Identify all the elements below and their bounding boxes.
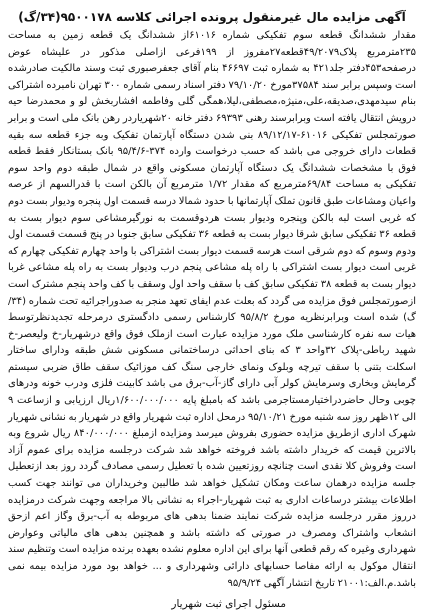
notice-signature: مسئول اجرای ثبت شهریار bbox=[171, 598, 286, 611]
notice-body: مقدار ششدانگ قطعه سوم تفکیکی شماره ۶۱۰۱۶از ششدانگ یک قطعه زمین به مساحت ۲۳۵مترمربع پلاک۴۹/۲۰۷۹قطعه۲۷مفروز از ۱۹۹فرعی ازاصلی مذکور در علیشاه عوض درصفحه۴۵۳دفتر جلد۴۲۱ به شماره ثبت ۴۶۶۹۷ بنام آقای جعفرصبوری ثبت وسند مالکیت صادرشده است وسپس برابر سند ۳۷۵۸۴مورخ ۷۹/۱۰/۲۰ دفتر اسناد رسمی شماره ۳۰۰ تهران نامبرده اشتراکی بنام سیدمهدی،صدیقه،علی،منیژه،مصطفی،لیلا،همگی گلی وفاطمه افشاربخش لو و محمدرضا حیه درویش انتقال یافته است وبرابرسند رهنی ۶۹۳۹۳ دفتر خانه ۲۰شهریاردر رهن بانک ملی است و برابر صورتمجلس تفکیکی ۶۱۰۱۶-۸۹/۱۲/۱۷ بنی شدن دستگاه آپارتمان تفکیک وبه جزء قطعه سه بقیه قطعات دارای خروجی می باشد که حسب درخواست وارده ۳۷۴-۹۵/۴/۶ بانک بستانکار فقط قطعه فوق با مشخصات ششدانگ یک دستگاه آپارتمان مسکونی واقع در شمال طبقه دوم واحد سوم تفکیکی به مساحت ۶۹/۸۴مترمربع که مقدار ۱/۷۲ مترمربع آن بالکن است با قدرالسهم از عرصه واعیان ومشاعات طبق قانون تملک آپارتمانها با حدود شمالا درسه قسمت اول پنجره ودیوار بست دوم که غربی است لبه بالکن وپنجره ودیوار بست هردوقسمت به نورگیرمشاعی سوم دیوار بست به قطعه ۳۶ تفکیکی سابق شرقا دیوار بست به قطعه ۳۶ تفکیکی سابق جنوبا در پنج قسمت قسمت اول ودوم وسوم که دوم شرقی است هرسه قسمت دیوار بست اشتراکی با واحد چهارم تفکیکی چهارم که غربی است دیوار بست اشتراکی با راه پله مشاعی پنجم درب ودیوار بست به راه پله مشاعی غربا دیوار بست به قطعه ۳۸ تفکیکی سابق کف با سقف واحد اول وسقف با کف واحد پنجم مشترک است ازصورتمجلس فوق مزایده می گردد که بعلت عدم ایفای تعهد منجر به صدوراجرائیه تحت شماره (۳۴/گ) شده است وبرابرنظریه مورخ ۹۵/۸/۲ کارشناس رسمی دادگستری درمرحله تجدیدنظرتوسط هیات سه نفره کارشناسی ملک مورد مزایده عبارت است ازملک فوق واقع درشهریار-خ ولیعصر-خ شهید رباطی-پلاک ۳۲واحد ۳ که بنای احداثی درساختمانی مسکونی شش طبقه ودارای ساختار اسکلت بتنی با سقف تیرچه وبلوک ونمای خارجی سنگ کف موزائیک سقف طاق ضربی سیستم گرمایش وبخاری وسرمایش کولر آبی دارای گاز-آب-برق می باشد کابینت فلزی ودرب خونه ودرهای چوبی وحال حاضردراختیارمستاجرمی باشد که بامبلغ پایه ۱/۶۰۰/۰۰۰/۰۰۰ریال ارزیابی و ازساعت ۹ الی ۱۲ظهر روز سه شنبه مورخ ۹۵/۱۰/۲۱ درمحل اداره ثبت شهریار واقع در شهریار به نشانی شهریار شهرک اداری ازطریق مزایده حضوری بفروش میرسد ومزایده ازمبلغ ۸۴۰/۰۰۰/۰۰۰ ریال شروع وبه بالاترین قیمت که خریدار داشته باشد فروخته خواهد شد شرکت درجلسه مزایده برای عموم آزاد است وفروش کلا نقدی است چنانچه روزتعیین شده با تعطیل رسمی مصادف گردد روز بعد ازتعطیل جلسه مزایده درهمان ساعت ومکان تشکیل خواهد شد طالبین وخریداران می توانند جهت کسب اطلاعات بیشتر درساعات اداری به ثبت شهریار-اجراء به نشانی بالا مراجعه وجهت شرکت درمزایده درروز مقرر درجلسه مزایده شرکت نمایند ضمنا بدهی های مربوطه به آب-برق وگاز اعم ازحق انشعاب واشتراک ومصرف در صورتی که داشته باشد و همچنین بدهی های مالیاتی وعوارض شهرداری وغیره که رقم قطعی آنها برای این اداره معلوم نشده بعهده برنده مزایده است وتنظیم سند انتقال موکول به ارائه مفاصا حسابهای دارائی وشهرداری و ... خواهد بود مورد مزایده بیمه نمی باشد.م.الف:۲۱۰۰۱ تاریخ انتشار آگهی ۹۵/۹/۲۴ bbox=[8, 30, 417, 589]
auction-notice bbox=[4, 6, 420, 611]
notice-title: آگهی مزایده مال غیرمنقول پرونده اجرائی کلاسه ۹۵۰۰۱۷۸(۳۴/گ) bbox=[18, 10, 406, 24]
